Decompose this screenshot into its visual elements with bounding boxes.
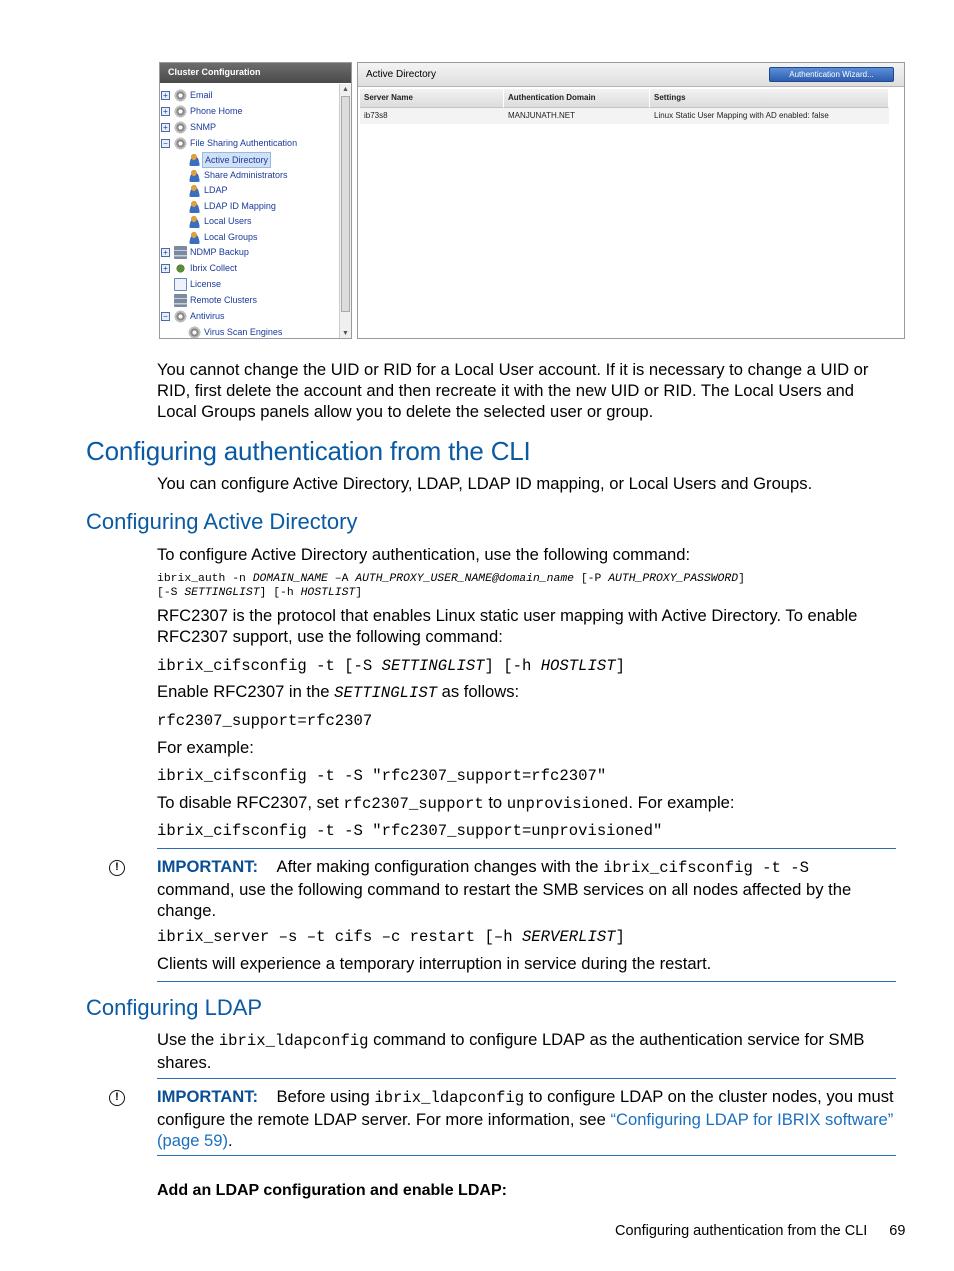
tree-item-label: LDAP xyxy=(204,185,228,195)
ad-paragraph: To configure Active Directory authentication, use the following command: xyxy=(157,545,691,564)
server-icon xyxy=(174,294,187,307)
tree-item-label: Local Groups xyxy=(204,232,258,242)
tree-item[interactable] xyxy=(160,88,340,103)
tree-item-label: Email xyxy=(190,90,213,100)
for-example-label: For example: xyxy=(157,738,254,757)
panel-title: Active Directory xyxy=(366,69,437,80)
tree-header: Cluster Configuration xyxy=(160,63,351,83)
support-setting-command: rfc2307_support=rfc2307 xyxy=(157,712,373,730)
table-cell: ib73s8 xyxy=(364,111,388,120)
important-rule-top xyxy=(157,1078,896,1079)
cifsconfig-command: ibrix_cifsconfig -t [-S SETTINGLIST] [-h HOSTLIST] xyxy=(157,657,625,675)
authentication-wizard-button[interactable]: Authentication Wizard... xyxy=(769,67,894,82)
server-table xyxy=(360,89,889,124)
section-heading-cli: Configuring authentication from the CLI xyxy=(86,436,531,466)
tree-item-label: LDAP ID Mapping xyxy=(204,201,276,211)
cluster-configuration-tree xyxy=(159,62,352,339)
uid-paragraph: You cannot change the UID or RID for a Local User account. If it is necessary to change a UID or RID, first delete the account and then recreate it with the new UID or RID. The Local Users and Local Groups panels allow you to delete the selected user or group. xyxy=(157,360,869,421)
scroll-down-icon[interactable]: ▼ xyxy=(342,330,349,337)
scroll-thumb[interactable] xyxy=(341,96,350,312)
collapse-icon[interactable]: − xyxy=(161,312,170,321)
active-directory-panel xyxy=(357,62,905,339)
gear-icon xyxy=(174,89,187,102)
tree-item-label: Phone Home xyxy=(190,106,243,116)
bug-icon xyxy=(174,262,187,275)
tree-item[interactable] xyxy=(160,168,340,183)
collapse-icon[interactable]: − xyxy=(161,139,170,148)
page-footer xyxy=(615,1223,905,1239)
panel-header xyxy=(358,63,904,87)
important-note-smb: IMPORTANT: After making configuration changes with the ibrix_cifsconfig -t -S command, use the following command to restart the SMB services on all nodes affected by the change. xyxy=(157,857,852,920)
tree-item[interactable] xyxy=(160,230,340,245)
user-icon xyxy=(188,215,201,228)
column-header[interactable]: Authentication Domain xyxy=(504,89,650,108)
tree-body xyxy=(160,84,340,339)
tree-item[interactable] xyxy=(160,152,340,167)
tree-item[interactable] xyxy=(160,104,340,119)
tree-item[interactable] xyxy=(160,261,340,276)
tree-item[interactable] xyxy=(160,309,340,324)
table-header xyxy=(360,89,889,108)
tree-item-label: Virus Scan Engines xyxy=(204,327,283,337)
user-icon xyxy=(188,200,201,213)
tree-item[interactable] xyxy=(160,136,340,151)
table-cell: Linux Static User Mapping with AD enabled: false xyxy=(654,111,829,120)
disable-rfc-line: To disable RFC2307, set rfc2307_support to unprovisioned. For example: xyxy=(157,793,735,813)
tree-item-label: NDMP Backup xyxy=(190,247,249,257)
expand-icon[interactable]: + xyxy=(161,123,170,132)
table-row[interactable] xyxy=(360,108,889,124)
section-heading-ldap: Configuring LDAP xyxy=(86,995,263,1020)
gear-icon xyxy=(174,105,187,118)
table-cell: MANJUNATH.NET xyxy=(508,111,575,120)
column-header[interactable]: Settings xyxy=(650,89,889,108)
tree-item-label: Local Users xyxy=(204,216,252,226)
footer-title: Configuring authentication from the CLI xyxy=(615,1223,868,1239)
tree-item[interactable] xyxy=(160,183,340,198)
document-icon xyxy=(174,278,187,291)
tree-scrollbar[interactable] xyxy=(339,84,351,339)
page-number: 69 xyxy=(889,1223,906,1239)
embedded-screenshot xyxy=(159,62,905,339)
expand-icon[interactable]: + xyxy=(161,248,170,257)
tree-item[interactable] xyxy=(160,245,340,260)
auth-command-line-2: [-S SETTINGLIST] [-h HOSTLIST] xyxy=(157,587,363,599)
ldap-paragraph: Use the ibrix_ldapconfig command to configure LDAP as the authentication service for SMB shares. xyxy=(157,1030,865,1072)
tree-item-label: File Sharing Authentication xyxy=(190,138,298,148)
tree-item-label: Ibrix Collect xyxy=(190,263,238,273)
restart-command: ibrix_server –s –t cifs –c restart [–h SERVERLIST] xyxy=(157,928,625,946)
important-rule-bottom xyxy=(157,981,896,982)
tree-item[interactable] xyxy=(160,277,340,292)
server-icon xyxy=(174,246,187,259)
enable-rfc-line: Enable RFC2307 in the SETTINGLIST as follows: xyxy=(157,682,520,702)
tree-item[interactable] xyxy=(160,293,340,308)
auth-command-line-1: ibrix_auth -n DOMAIN_NAME –A AUTH_PROXY_USER_NAME@domain_name [-P AUTH_PROXY_PASSWORD] xyxy=(157,573,745,585)
user-icon xyxy=(188,153,201,166)
interruption-note: Clients will experience a temporary interruption in service during the restart. xyxy=(157,954,712,973)
user-icon xyxy=(188,169,201,182)
tree-item-label: Remote Clusters xyxy=(190,295,258,305)
important-icon: ! xyxy=(109,860,125,876)
ldap-config-link[interactable]: “Configuring LDAP for IBRIX software” (page 59) xyxy=(157,1110,894,1150)
important-icon: ! xyxy=(109,1090,125,1106)
expand-icon[interactable]: + xyxy=(161,91,170,100)
cli-paragraph: You can configure Active Directory, LDAP, LDAP ID mapping, or Local Users and Groups. xyxy=(157,474,813,493)
gear-icon xyxy=(188,326,201,339)
gear-icon xyxy=(174,137,187,150)
column-header[interactable]: Server Name xyxy=(360,89,504,108)
gear-icon xyxy=(174,310,187,323)
tree-item[interactable] xyxy=(160,120,340,135)
tree-item[interactable] xyxy=(160,325,340,339)
tree-item-label: License xyxy=(190,279,222,289)
section-heading-active-directory: Configuring Active Directory xyxy=(86,509,358,534)
example-command: ibrix_cifsconfig -t -S "rfc2307_support=rfc2307" xyxy=(157,767,607,785)
tree-item-label: SNMP xyxy=(190,122,217,132)
scroll-up-icon[interactable]: ▲ xyxy=(342,86,349,93)
important-rule-top xyxy=(157,848,896,849)
tree-item-label: Antivirus xyxy=(190,311,225,321)
tree-item[interactable] xyxy=(160,214,340,229)
tree-item-label: Active Directory xyxy=(202,152,271,168)
expand-icon[interactable]: + xyxy=(161,107,170,116)
rfc-paragraph: RFC2307 is the protocol that enables Linux static user mapping with Active Directory. To enable RFC2307 support, use the following command: xyxy=(157,606,858,646)
important-note-ldap: IMPORTANT: Before using ibrix_ldapconfig to configure LDAP on the cluster nodes, you must configure the remote LDAP server. For more information, see “Configuring LDAP for IBRIX software” (page 59). xyxy=(157,1087,894,1150)
expand-icon[interactable]: + xyxy=(161,264,170,273)
add-ldap-heading: Add an LDAP configuration and enable LDAP: xyxy=(157,1182,507,1199)
tree-item[interactable] xyxy=(160,199,340,214)
user-icon xyxy=(188,231,201,244)
disable-command: ibrix_cifsconfig -t -S "rfc2307_support=unprovisioned" xyxy=(157,822,663,840)
gear-icon xyxy=(174,121,187,134)
user-icon xyxy=(188,184,201,197)
tree-item-label: Share Administrators xyxy=(204,170,288,180)
important-rule-bottom xyxy=(157,1155,896,1156)
